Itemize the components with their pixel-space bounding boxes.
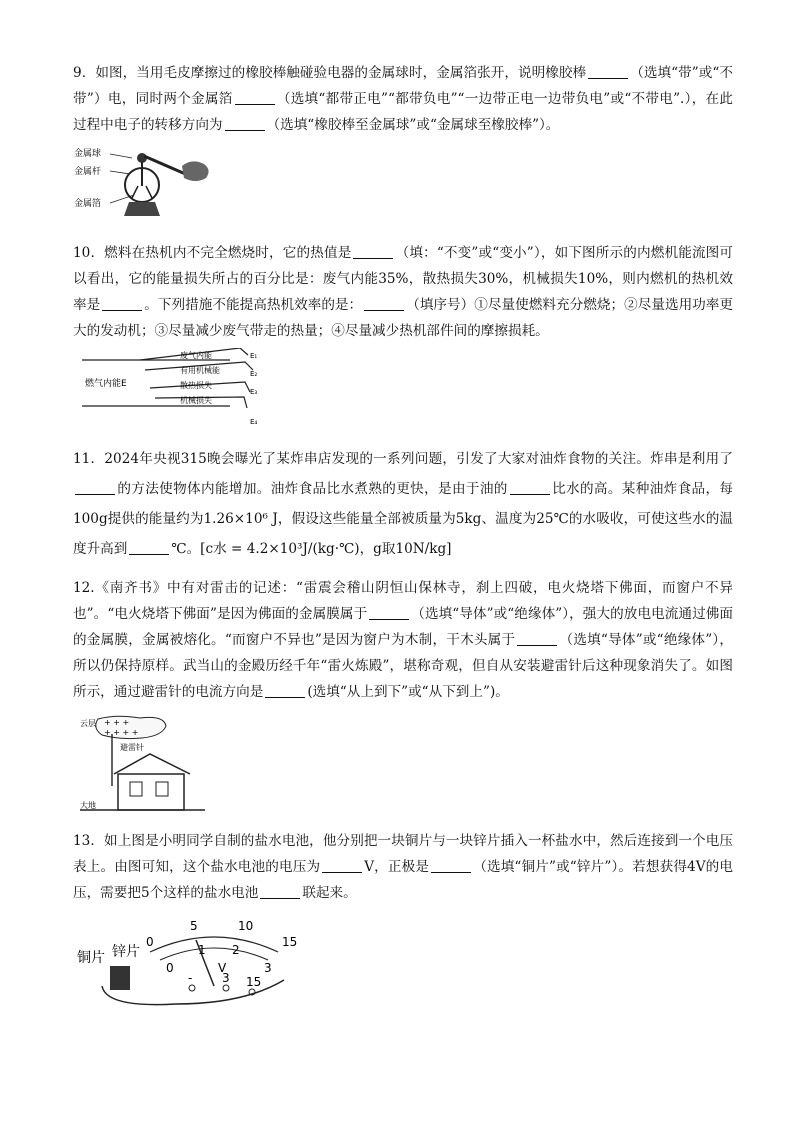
svg-text:2: 2 [232, 943, 240, 957]
label-metal-rod: 金属杆 [74, 167, 102, 177]
label-exhaust-energy: 废气内能 [180, 351, 212, 360]
cloud-charges-bottom: + + + + [104, 728, 139, 737]
label-heat-loss: 散热损失 [180, 381, 212, 390]
energy-flow-figure [80, 348, 265, 430]
label-zinc-plate: 锌片 [112, 944, 140, 960]
answer-blank[interactable] [364, 296, 404, 311]
answer-blank[interactable] [75, 480, 115, 495]
label-e2: E₂ [250, 370, 258, 378]
terminal-minus: - [188, 971, 193, 985]
answer-blank[interactable] [260, 884, 300, 899]
svg-text:5: 5 [190, 919, 198, 933]
cloud-charges-top: + + + [104, 718, 130, 727]
answer-blank[interactable] [129, 540, 169, 555]
answer-blank[interactable] [265, 683, 305, 698]
salt-battery-voltmeter-figure [74, 914, 309, 1012]
answer-blank[interactable] [102, 296, 142, 311]
answer-blank[interactable] [225, 116, 265, 131]
svg-text:0: 0 [166, 961, 174, 975]
label-fuel-energy: 燃气内能E [85, 379, 127, 389]
answer-blank[interactable] [517, 631, 557, 646]
label-e3: E₃ [250, 388, 258, 396]
question-9: 9．如图，当用毛皮摩擦过的橡胶棒触碰验电器的金属球时，金属箔张开，说明橡胶棒 （选填“带”或“不带”）电，同时两个金属箔 （选填“都带正电”“都带负电”“一边带正电一边带负电”或“不带电”.），在此过程中电子的转移方向为 （选填“橡胶棒至金属球”或“金属球至橡胶棒”）。 [73, 65, 733, 133]
label-metal-foil: 金属箔 [74, 199, 102, 209]
terminal-15: 15 [246, 975, 262, 989]
question-10: 10．燃料在热机内不完全燃烧时，它的热值是 （填：“不变”或“变小”），如下图所示的内燃机能流图可以看出，它的能量损失所占的百分比是：废气内能35%，散热损失30%，机械损失10%，则内燃机的热机效率是 。下列措施不能提高热机效率的是： （填序号）①尽量使燃料充分燃烧；②尽量选用功率更大的发动机；③尽量减少废气带走的热量；④尽量减少热机部件间的摩擦损耗。 [73, 245, 734, 339]
svg-text:10: 10 [238, 919, 254, 933]
answer-blank[interactable] [235, 90, 275, 105]
label-mechanical-loss: 机械损失 [180, 396, 212, 405]
question-11: 11．2024年央视315晚会曝光了某炸串店发现的一系列问题，引发了大家对油炸食物的关注。炸串是利用了的方法使物体内能增加。油炸食品比水煮熟的更快，是由于油的 比水的高。某种油炸食品，每100g提供的能量约为1.26×10⁶ J，假设这些能量全部被质量为5kg、温度为25℃的水吸收，可使这些水的温度升高到 ℃。[c水 = 4.2×10³J/(kg·℃)，g取10N/kg] [73, 451, 734, 557]
terminal-3: 3 [222, 971, 230, 985]
svg-text:1: 1 [198, 943, 206, 957]
label-e1: E₁ [250, 352, 258, 360]
label-metal-ball: 金属球 [74, 149, 102, 159]
answer-blank[interactable] [369, 605, 409, 620]
label-cloud: 云层 [80, 719, 96, 728]
answer-blank[interactable] [322, 858, 362, 873]
electroscope-figure [72, 140, 222, 225]
label-ground: 大地 [80, 801, 96, 810]
label-voltmeter: V [218, 961, 227, 975]
label-e4: E₄ [250, 418, 258, 426]
svg-text:15: 15 [282, 935, 298, 949]
svg-text:3: 3 [264, 961, 272, 975]
lightning-rod-figure [80, 714, 205, 814]
answer-blank[interactable] [431, 858, 471, 873]
label-useful-mechanical: 有用机械能 [180, 366, 220, 375]
label-copper-plate: 铜片 [77, 950, 105, 966]
label-lightning-rod: 避雷针 [120, 743, 144, 752]
question-12: 12.《南齐书》中有对雷击的记述：“雷震会稽山阴恒山保林寺，刹上四破，电火烧塔下佛面，而窗户不异也”。“电火烧塔下佛面”是因为佛面的金属膜属于 （选填“导体”或“绝缘体”），强大的放电电流通过佛面的金属膜，金属被熔化。“而窗户不异也”是因为窗户为木制，干木头属于 （选填“导体”或“绝缘体”），所以仍保持原样。武当山的金殿历经千年“雷火炼殿”，堪称奇观，但自从安装避雷针后这种现象消失了。如图所示，通过避雷针的电流方向是 (选填“从上到下”或“从下到上”)。 [73, 580, 733, 700]
question-13: 13．如上图是小明同学自制的盐水电池，他分别把一块铜片与一块锌片插入一杯盐水中，然后连接到一个电压表上。由图可知，这个盐水电池的电压为 V，正极是 （选填“铜片”或“锌片”）。若想获得4V的电压，需要把5个这样的盐水电池 联起来。 [73, 833, 733, 901]
answer-blank[interactable] [510, 480, 550, 495]
answer-blank[interactable] [588, 64, 628, 79]
svg-text:0: 0 [146, 935, 154, 949]
answer-blank[interactable] [353, 244, 393, 259]
